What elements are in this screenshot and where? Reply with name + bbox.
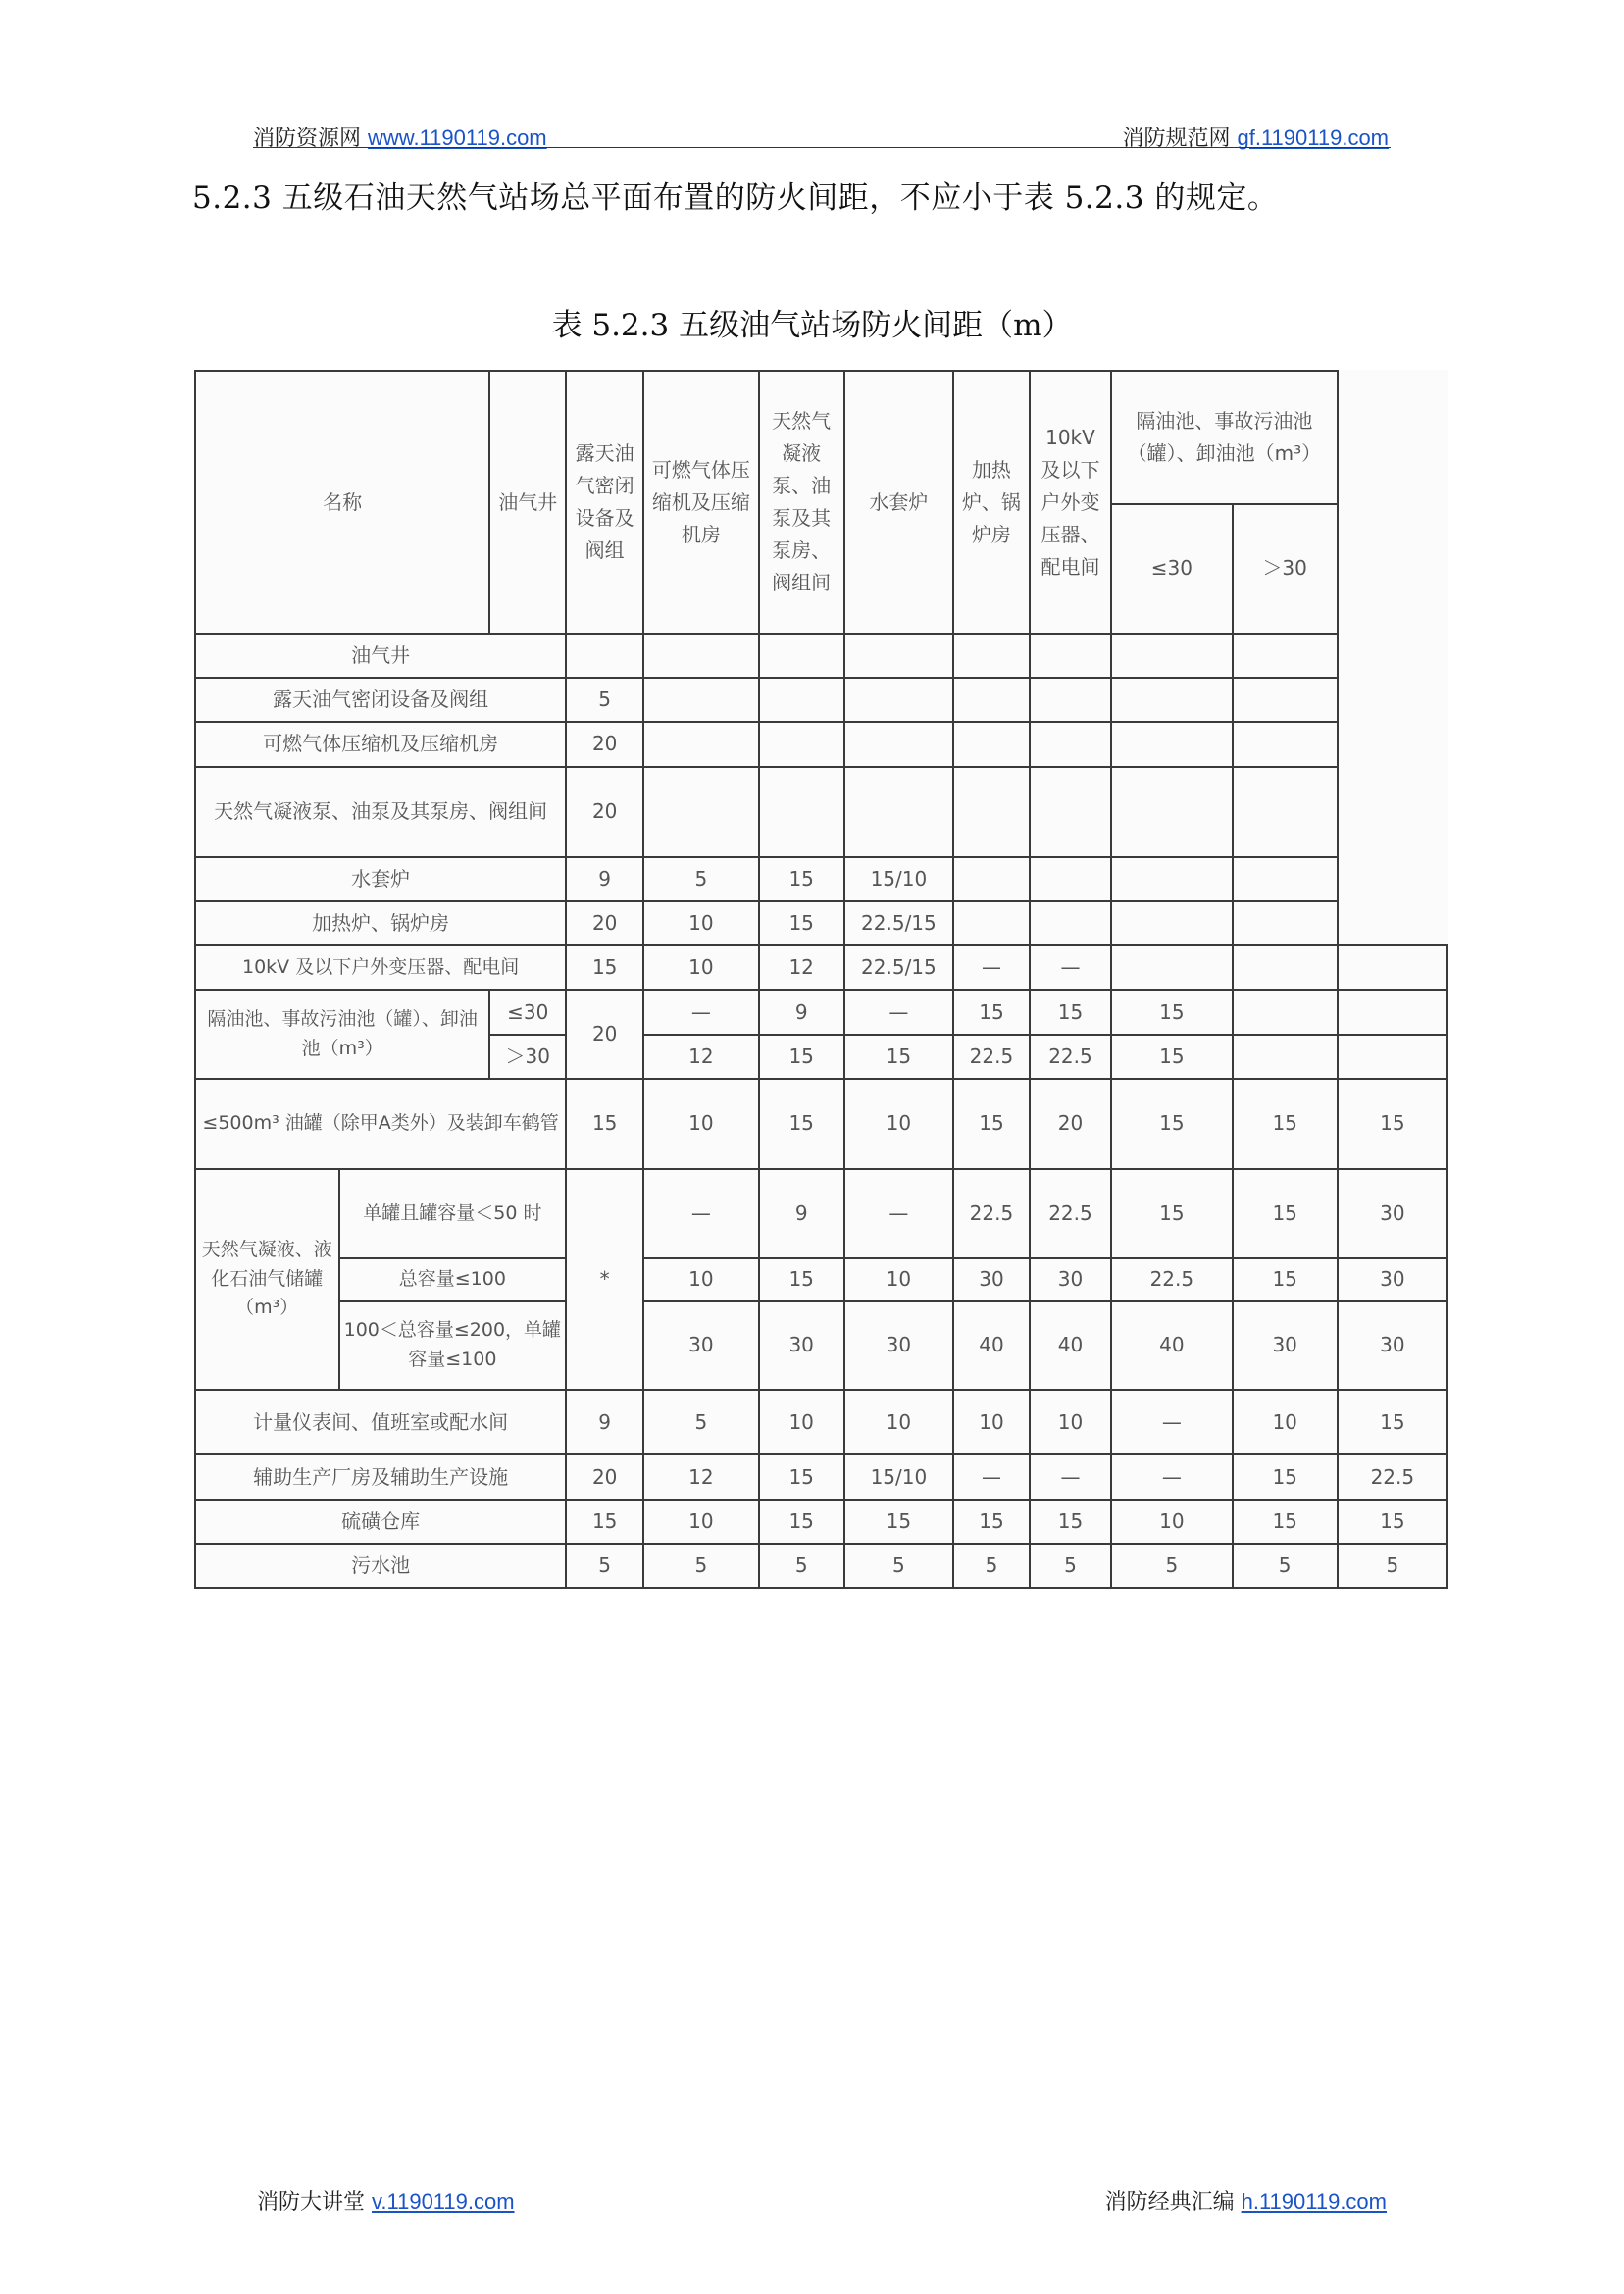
table-cell: 10 — [643, 901, 758, 945]
row-label: 可燃气体压缩机及压缩机房 — [195, 722, 566, 766]
table-row — [195, 945, 1447, 990]
table-row — [195, 1258, 1447, 1301]
table-cell: — — [1111, 1454, 1233, 1500]
table-cell: 10 — [844, 1258, 953, 1301]
table-cell: 9 — [759, 1169, 844, 1257]
header-oil-gas-well: 油气井 — [489, 371, 566, 634]
table-cell: 30 — [1338, 1169, 1447, 1257]
table-cell: 12 — [643, 1035, 758, 1079]
table-row — [195, 634, 1447, 678]
table-cell: — — [844, 990, 953, 1034]
table-cell: 15/10 — [844, 857, 953, 901]
table-cell: — — [1111, 1390, 1233, 1454]
table-cell: 5 — [953, 1544, 1030, 1588]
table-cell: 40 — [1030, 1301, 1111, 1390]
table-cell: — — [953, 1454, 1030, 1500]
table-cell: 15 — [1111, 1035, 1233, 1079]
table-cell: — — [953, 945, 1030, 990]
table-cell: 40 — [1111, 1301, 1233, 1390]
row-label: 天然气凝液泵、油泵及其泵房、阀组间 — [195, 767, 566, 857]
clause-paragraph: 5.2.3 五级石油天然气站场总平面布置的防火间距，不应小于表 5.2.3 的规定。 — [192, 180, 1279, 216]
table-cell: 10 — [1111, 1500, 1233, 1543]
fire-distance-table — [194, 370, 1448, 1589]
table-cell: 12 — [643, 1454, 758, 1500]
table-row — [195, 990, 1447, 1034]
table-cell: 15 — [759, 1079, 844, 1169]
table-cell: 15 — [1111, 990, 1233, 1034]
table-caption: 表 5.2.3 五级油气站场防火间距（m） — [551, 308, 1073, 343]
table-cell: 30 — [1030, 1258, 1111, 1301]
table-cell: 9 — [759, 990, 844, 1034]
table-cell: 5 — [1111, 1544, 1233, 1588]
table-cell: 40 — [953, 1301, 1030, 1390]
header-oil-pool: 隔油池、事故污油池（罐）、卸油池（m³） — [1111, 371, 1338, 504]
header-divider — [253, 147, 1391, 148]
footer-left — [257, 2185, 515, 2216]
table-cell: 10 — [1030, 1390, 1111, 1454]
row-label: 油气井 — [195, 634, 566, 678]
table-cell: 22.5 — [953, 1035, 1030, 1079]
table-cell: 5 — [759, 1544, 844, 1588]
table-row — [195, 1169, 1447, 1257]
table-cell: 10 — [643, 1500, 758, 1543]
row-label: 天然气凝液、液化石油气储罐（m³） — [195, 1169, 339, 1390]
table-cell: 5 — [643, 1390, 758, 1454]
table-row — [195, 1079, 1447, 1169]
row-label: 露天油气密闭设备及阀组 — [195, 678, 566, 722]
table-cell: 15 — [1338, 1500, 1447, 1543]
table-cell: 22.5/15 — [844, 945, 953, 990]
table-row — [195, 1390, 1447, 1454]
row-sublabel: 总容量≤100 — [339, 1258, 567, 1301]
table-cell: 15 — [1233, 1169, 1338, 1257]
table-cell: 5 — [844, 1544, 953, 1588]
table-cell: 30 — [1233, 1301, 1338, 1390]
table-cell: 20 — [566, 1454, 643, 1500]
row-label: 隔油池、事故污油池（罐）、卸油池（m³） — [195, 990, 489, 1078]
table-cell: 15 — [566, 945, 643, 990]
table-cell: 15 — [1338, 1390, 1447, 1454]
table-cell: 22.5 — [1338, 1454, 1447, 1500]
table-cell: 10 — [953, 1390, 1030, 1454]
table-cell: 9 — [566, 857, 643, 901]
table-cell: * — [566, 1169, 643, 1390]
header-open-equipment: 露天油气密闭设备及阀组 — [566, 371, 643, 634]
table-cell: 5 — [643, 857, 758, 901]
header-left-link[interactable]: www.1190119.com — [368, 126, 547, 150]
table-cell: 22.5/15 — [844, 901, 953, 945]
table-cell: 22.5 — [1030, 1169, 1111, 1257]
row-label: ≤500m³ 油罐（除甲A类外）及装卸车鹤管 — [195, 1079, 566, 1169]
table-row — [195, 722, 1447, 766]
row-label: 10kV 及以下户外变压器、配电间 — [195, 945, 566, 990]
table-cell: 15 — [759, 857, 844, 901]
header-right-site: 消防规范网 — [1122, 127, 1231, 151]
table-cell: 5 — [643, 1544, 758, 1588]
table-cell: 5 — [1233, 1544, 1338, 1588]
footer-right — [1105, 2185, 1387, 2216]
table-cell: 30 — [759, 1301, 844, 1390]
header-name: 名称 — [195, 371, 489, 634]
table-cell: 10 — [844, 1390, 953, 1454]
row-label: 水套炉 — [195, 857, 566, 901]
footer-left-site: 消防大讲堂 — [257, 2190, 366, 2215]
footer-right-site: 消防经典汇编 — [1104, 2190, 1235, 2215]
table-row — [195, 767, 1447, 857]
table-row — [195, 1544, 1447, 1588]
table-cell: 10 — [643, 945, 758, 990]
table-cell: 15/10 — [844, 1454, 953, 1500]
table-cell: 20 — [566, 767, 643, 857]
table-cell: 15 — [759, 1035, 844, 1079]
table-cell: 12 — [759, 945, 844, 990]
table-row — [195, 1500, 1447, 1543]
header-compressor: 可燃气体压缩机及压缩机房 — [643, 371, 758, 634]
table-cell: — — [844, 1169, 953, 1257]
table-cell: 15 — [1233, 1079, 1338, 1169]
table-cell: 20 — [566, 990, 643, 1078]
table-cell: 15 — [1030, 1500, 1111, 1543]
table-cell: 15 — [759, 1500, 844, 1543]
table-cell: — — [1030, 945, 1111, 990]
footer-right-link[interactable]: h.1190119.com — [1241, 2189, 1387, 2214]
table-cell: 10 — [643, 1258, 758, 1301]
table-cell: — — [643, 1169, 758, 1257]
table-cell: 15 — [1233, 1500, 1338, 1543]
table-cell: 15 — [566, 1079, 643, 1169]
footer-left-link[interactable]: v.1190119.com — [372, 2189, 515, 2214]
table-cell: 5 — [566, 678, 643, 722]
header-transformer: 10kV 及以下户外变压器、配电间 — [1030, 371, 1111, 634]
table-row — [195, 857, 1447, 901]
table-cell: 20 — [566, 722, 643, 766]
table-cell: 10 — [643, 1079, 758, 1169]
table-cell: 15 — [1233, 1258, 1338, 1301]
table-cell: 15 — [953, 1500, 1030, 1543]
header-water-jacket-furnace: 水套炉 — [844, 371, 953, 634]
row-label: 污水池 — [195, 1544, 566, 1588]
table-cell: 30 — [1338, 1258, 1447, 1301]
row-sublabel: ≤30 — [489, 990, 566, 1034]
row-label: 计量仪表间、值班室或配水间 — [195, 1390, 566, 1454]
row-sublabel: 单罐且罐容量＜50 时 — [339, 1169, 567, 1257]
row-label: 硫磺仓库 — [195, 1500, 566, 1543]
table-cell: — — [643, 990, 758, 1034]
header-heating-furnace: 加热炉、锅炉房 — [953, 371, 1030, 634]
table-cell: 20 — [566, 901, 643, 945]
row-label: 加热炉、锅炉房 — [195, 901, 566, 945]
table-cell: 5 — [1030, 1544, 1111, 1588]
table-cell: 15 — [759, 901, 844, 945]
table-cell: 15 — [953, 1079, 1030, 1169]
table-cell: 10 — [844, 1079, 953, 1169]
table-row — [195, 901, 1447, 945]
table-cell: 15 — [1233, 1454, 1338, 1500]
row-label: 辅助生产厂房及辅助生产设施 — [195, 1454, 566, 1500]
table-row — [195, 1454, 1447, 1500]
table-cell: 15 — [1338, 1079, 1447, 1169]
table-cell: 5 — [566, 1544, 643, 1588]
table-cell: 10 — [759, 1390, 844, 1454]
header-left-site: 消防资源网 — [253, 127, 362, 151]
header-pump-house: 天然气凝液泵、油泵及其泵房、阀组间 — [759, 371, 844, 634]
table-cell: 15 — [759, 1454, 844, 1500]
table-cell: 30 — [953, 1258, 1030, 1301]
table-cell: 22.5 — [1030, 1035, 1111, 1079]
table-cell: 15 — [759, 1258, 844, 1301]
table-cell: — — [1030, 1454, 1111, 1500]
table-cell: 5 — [1338, 1544, 1447, 1588]
table-cell: 15 — [844, 1035, 953, 1079]
table-cell: 15 — [844, 1500, 953, 1543]
table-cell: 15 — [1111, 1169, 1233, 1257]
table-cell: 15 — [566, 1500, 643, 1543]
table-cell: 15 — [1111, 1079, 1233, 1169]
table-cell: 20 — [1030, 1079, 1111, 1169]
table-cell: 22.5 — [953, 1169, 1030, 1257]
header-oil-pool-large: ＞30 — [1233, 504, 1338, 635]
row-sublabel: 100＜总容量≤200，单罐容量≤100 — [339, 1301, 567, 1390]
header-right-link[interactable]: gf.1190119.com — [1237, 126, 1389, 150]
table-cell: 10 — [1233, 1390, 1338, 1454]
table-cell: 15 — [953, 990, 1030, 1034]
row-sublabel: ＞30 — [489, 1035, 566, 1079]
table-cell: 30 — [643, 1301, 758, 1390]
table-cell: 15 — [1030, 990, 1111, 1034]
table-cell: 30 — [1338, 1301, 1447, 1390]
table-row — [195, 1301, 1447, 1390]
table-row — [195, 678, 1447, 722]
table-cell: 9 — [566, 1390, 643, 1454]
header-oil-pool-small: ≤30 — [1111, 504, 1233, 635]
table-cell: 22.5 — [1111, 1258, 1233, 1301]
table-cell: 30 — [844, 1301, 953, 1390]
